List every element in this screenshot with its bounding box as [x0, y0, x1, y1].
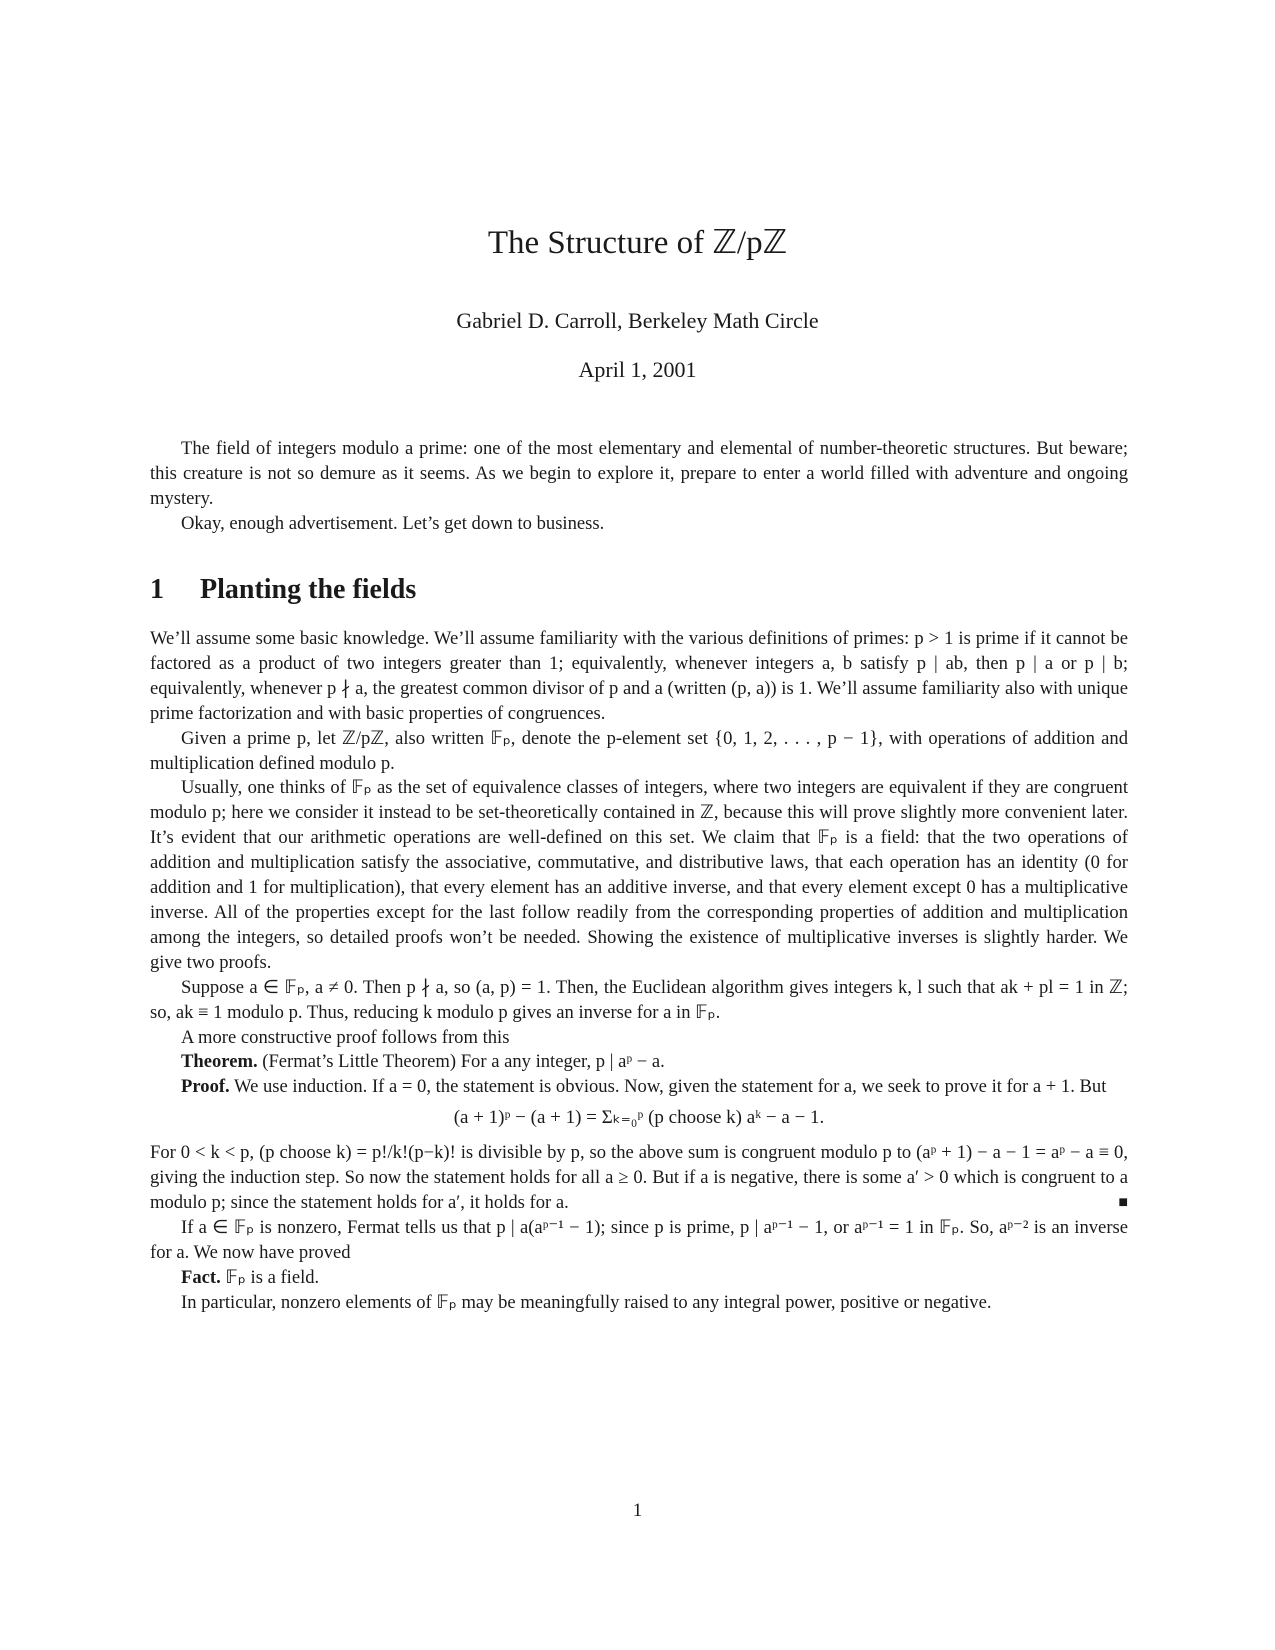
- section-paragraph-5: A more constructive proof follows from this: [181, 1026, 510, 1048]
- page-number: 1: [632, 1500, 643, 1521]
- fact-text: 𝔽ₚ is a field.: [225, 1266, 320, 1288]
- theorem-paragraph: [150, 1050, 1128, 1075]
- section-paragraph-3: Usually, one thinks of 𝔽ₚ as the set of equivalence classes of integers, where two integers are equivalent if they are congruent modulo p; here we consider it instead to be set-theoretically contained in ℤ, because this will prove slightly more convenient later. It’s evident that our arithmetic operations are well-defined on this set. We claim that 𝔽ₚ is a field: that the two operations of addition and multiplication satisfy the associative, commutative, and distributive laws, that each operation has an identity (0 for addition and 1 for multiplication), that every element has an additive inverse, and that every element except 0 has a multiplicative inverse. All of the properties except for the last follow readily from the corresponding properties of addition and multiplication among the integers, so detailed proofs won’t be needed. Showing the existence of multiplicative inverses is slightly harder. We give two proofs.: [150, 777, 1128, 973]
- intro-paragraph-1: The field of integers modulo a prime: one of the most elementary and elemental of number-theoretic structures. But beware; this creature is not so demure as it seems. As we begin to explore it, prepare to enter a world filled with adventure and ongoing mystery.: [150, 438, 1128, 509]
- section-paragraph-4: Suppose a ∈ 𝔽ₚ, a ≠ 0. Then p ∤ a, so (a, p) = 1. Then, the Euclidean algorithm gives integers k, l such that ak + pl = 1 in ℤ; so, ak ≡ 1 modulo p. Thus, reducing k modulo p gives an inverse for a in 𝔽ₚ.: [150, 976, 1128, 1023]
- display-equation: (a + 1)ᵖ − (a + 1) = Σₖ₌₀ᵖ (p choose k) aᵏ − a − 1.: [453, 1107, 825, 1129]
- intro-paragraph-2: Okay, enough advertisement. Let’s get down to business.: [181, 512, 605, 534]
- section-paragraph-1: We’ll assume some basic knowledge. We’ll assume familiarity with the various definitions of primes: p > 1 is prime if it cannot be factored as a product of two integers greater than 1; equivalently, whenever integers a, b satisfy p | ab, then p | a or p | b; equivalently, whenever p ∤ a, the greatest common divisor of p and a (written (p, a)) is 1. We’ll assume familiarity also with unique prime factorization and with basic properties of congruences.: [150, 628, 1128, 724]
- section-paragraph-6: [150, 1141, 1128, 1216]
- section-heading: [150, 574, 416, 606]
- paper-date: April 1, 2001: [578, 357, 697, 382]
- paper-author: Gabriel D. Carroll, Berkeley Math Circle: [456, 308, 819, 333]
- section-body: [150, 627, 1128, 1315]
- section-paragraph-2: Given a prime p, let ℤ/pℤ, also written 𝔽ₚ, denote the p-element set {0, 1, 2, . . . , p − 1}, with operations of addition and multiplication defined modulo p.: [150, 727, 1128, 774]
- intro-block: [150, 437, 1128, 537]
- section-title: Planting the fields: [200, 574, 417, 605]
- section-paragraph-8: In particular, nonzero elements of 𝔽ₚ may be meaningfully raised to any integral power, positive or negative.: [181, 1291, 992, 1313]
- qed-square-icon: ■: [1118, 1193, 1128, 1211]
- theorem-text: (Fermat’s Little Theorem) For a any integer, p | aᵖ − a.: [262, 1051, 665, 1073]
- proof-label: Proof.: [181, 1076, 230, 1098]
- fact-label: Fact.: [181, 1266, 221, 1288]
- paper-title: The Structure of ℤ/pℤ: [487, 225, 788, 261]
- section-paragraph-7: If a ∈ 𝔽ₚ is nonzero, Fermat tells us that p | a(aᵖ⁻¹ − 1); since p is prime, p | aᵖ⁻¹ − 1, or aᵖ⁻¹ = 1 in 𝔽ₚ. So, aᵖ⁻² is an inverse for a. We now have proved: [150, 1216, 1128, 1263]
- proof-text: We use induction. If a = 0, the statement is obvious. Now, given the statement for a, we seek to prove it for a + 1. But: [234, 1076, 1107, 1098]
- theorem-label: Theorem.: [181, 1051, 258, 1073]
- section-number: 1: [150, 574, 164, 605]
- proof-conclusion-text: For 0 < k < p, (p choose k) = p!/k!(p−k)! is divisible by p, so the above sum is congruent modulo p to (aᵖ + 1) − a − 1 = aᵖ − a ≡ 0, giving the induction step. So now the statement holds for all a ≥ 0. But if a is negative, there is some a′ > 0 which is congruent to a modulo p; since the statement holds for a′, it holds for a.: [150, 1142, 1128, 1213]
- fact-paragraph: [150, 1266, 1128, 1291]
- proof-paragraph: [150, 1075, 1128, 1100]
